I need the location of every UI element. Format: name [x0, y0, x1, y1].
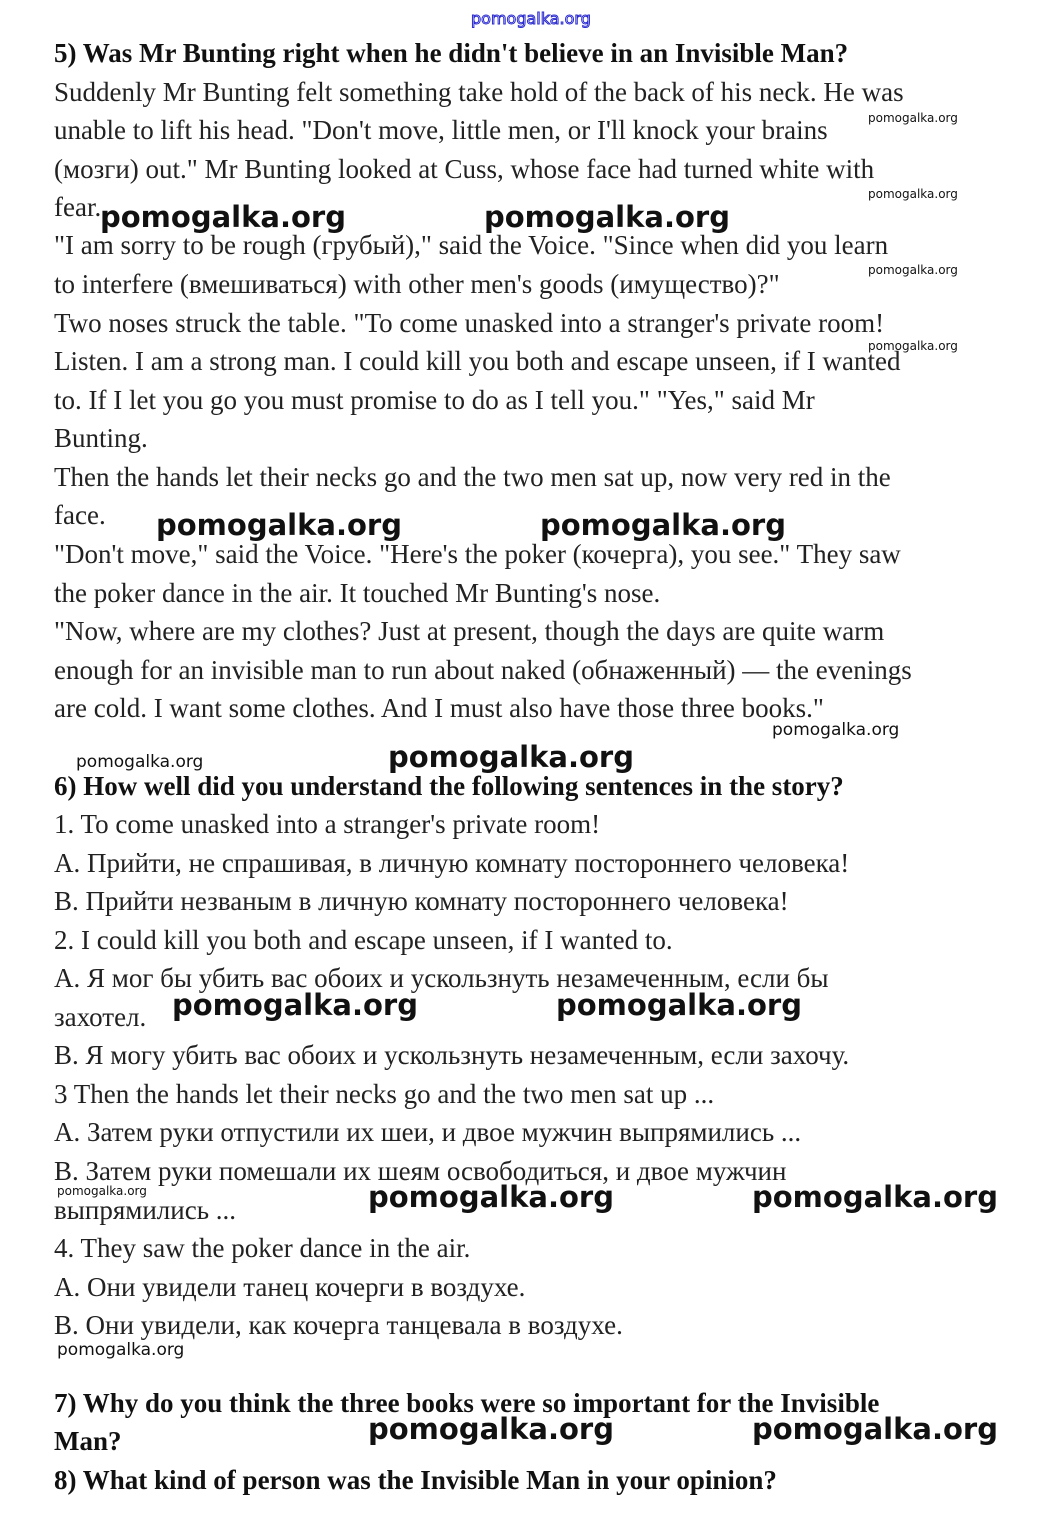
text-line: A. Прийти, не спрашивая, в личную комнату постороннего человека! [54, 848, 850, 878]
watermark: pomogalka.org [100, 200, 346, 234]
text-line: B. Прийти незваным в личную комнату постороннего человека! [54, 886, 789, 916]
watermark: pomogalka.org [868, 111, 958, 125]
watermark: pomogalka.org [172, 988, 418, 1022]
watermark: pomogalka.org [868, 263, 958, 277]
text-line: 2. I could kill you both and escape unseen, if I wanted to. [54, 925, 673, 955]
watermark: pomogalka.org [57, 1184, 147, 1198]
text-line: захотел. [54, 1002, 147, 1032]
question-heading: 7) Why do you think the three books were so important for the Invisible [54, 1388, 880, 1418]
watermark: pomogalka.org [388, 740, 634, 774]
text-line: Bunting. [54, 423, 148, 453]
text-line: Listen. I am a strong man. I could kill you both and escape unseen, if I wanted [54, 346, 901, 376]
watermark: pomogalka.org [868, 339, 958, 353]
text-line: Then the hands let their necks go and the two men sat up, now very red in the [54, 462, 891, 492]
watermark: pomogalka.org [368, 1180, 614, 1214]
watermark: pomogalka.org [484, 200, 730, 234]
text-line: Suddenly Mr Bunting felt something take hold of the back of his neck. He was [54, 77, 904, 107]
watermark: pomogalka.org [772, 720, 900, 740]
text-line: to. If I let you go you must promise to do as I tell you." "Yes," said Mr [54, 385, 815, 415]
text-line: выпрямились ... [54, 1195, 237, 1225]
text-line: unable to lift his head. "Don't move, little men, or I'll knock your brains [54, 115, 828, 145]
text-line: "Don't move," said the Voice. "Here's the poker (кочерга), you see." They saw [54, 539, 901, 569]
text-line: B. Затем руки помешали их шеям освободиться, и двое мужчин [54, 1156, 787, 1186]
text-line: (мозги) out." Mr Bunting looked at Cuss, whose face had turned white with [54, 154, 875, 184]
watermark: pomogalka.org [752, 1180, 998, 1214]
question-heading: 8) What kind of person was the Invisible Man in your opinion? [54, 1465, 777, 1495]
watermark: pomogalka.org [156, 508, 402, 542]
watermark: pomogalka.org [868, 187, 958, 201]
text-line: "I am sorry to be rough (грубый)," said the Voice. "Since when did you learn [54, 230, 889, 260]
text-line: 1. To come unasked into a stranger's private room! [54, 809, 601, 839]
text-line: 3 Then the hands let their necks go and the two men sat up ... [54, 1079, 715, 1109]
watermark: pomogalka.org [76, 752, 204, 772]
question-heading: 5) Was Mr Bunting right when he didn't believe in an Invisible Man? [54, 38, 849, 68]
text-line: "Now, where are my clothes? Just at present, though the days are quite warm [54, 616, 885, 646]
watermark: pomogalka.org [752, 1412, 998, 1446]
question-heading: 6) How well did you understand the following sentences in the story? [54, 771, 844, 801]
text-line: A. Затем руки отпустили их шеи, и двое мужчин выпрямились ... [54, 1117, 802, 1147]
text-line: the poker dance in the air. It touched Mr Bunting's nose. [54, 578, 661, 608]
text-line: are cold. I want some clothes. And I must also have those three books." [54, 693, 824, 723]
header-watermark: pomogalka.org [471, 9, 591, 28]
text-line: A. Я мог бы убить вас обоих и ускользнуть незамеченным, если бы [54, 963, 829, 993]
text-line: face. [54, 500, 106, 530]
text-line: B. Я могу убить вас обоих и ускользнуть незамеченным, если захочу. [54, 1040, 850, 1070]
text-line: to interfere (вмешиваться) with other men's goods (имущество)?" [54, 269, 780, 299]
watermark: pomogalka.org [57, 1340, 185, 1360]
text-line: fear. [54, 192, 102, 222]
text-line: B. Они увидели, как кочерга танцевала в воздухе. [54, 1310, 623, 1340]
text-line: 4. They saw the poker dance in the air. [54, 1233, 471, 1263]
watermark: pomogalka.org [368, 1412, 614, 1446]
text-line: Two noses struck the table. "To come unasked into a stranger's private room! [54, 308, 885, 338]
watermark: pomogalka.org [556, 988, 802, 1022]
question-heading: Man? [54, 1426, 122, 1456]
text-line: A. Они увидели танец кочерги в воздухе. [54, 1272, 526, 1302]
text-line: enough for an invisible man to run about naked (обнаженный) — the evenings [54, 655, 912, 685]
watermark: pomogalka.org [540, 508, 786, 542]
